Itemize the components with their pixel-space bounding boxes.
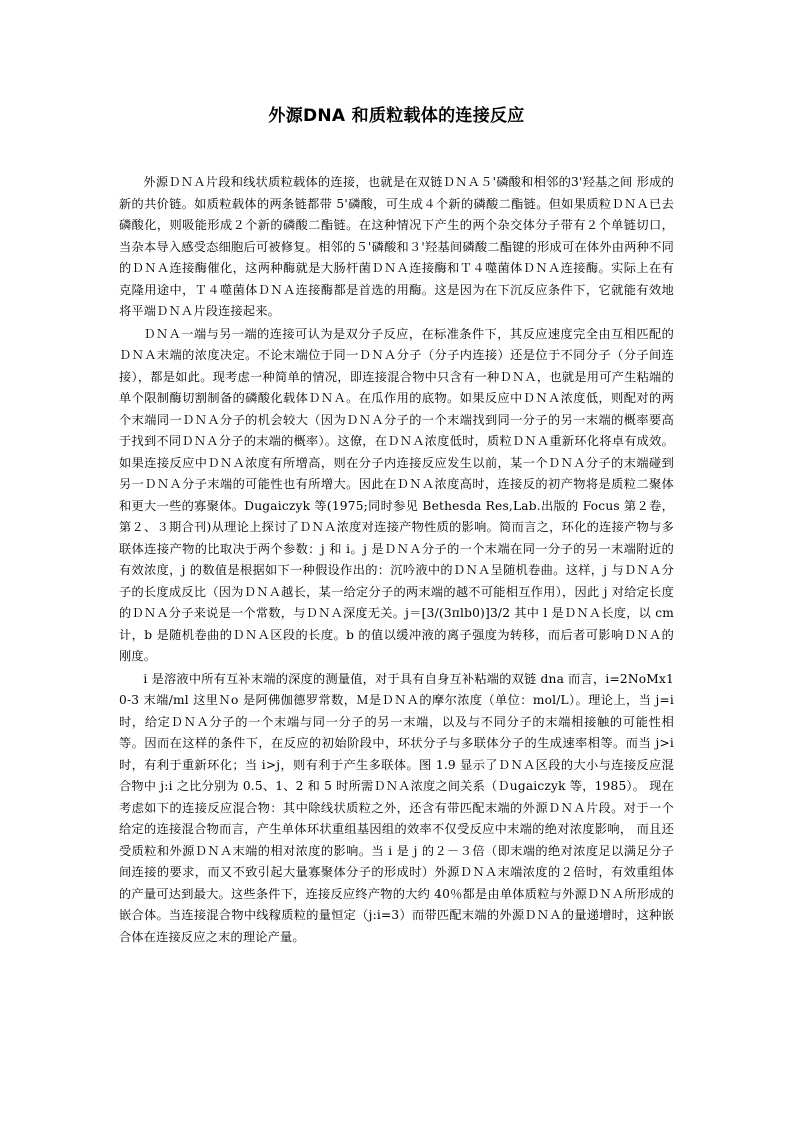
document-title: 外源DNA 和质粒载体的连接反应: [268, 106, 525, 126]
paragraph-concentration-effect: ＤＮＡ一端与另一端的连接可认为是双分子反应，在标准条件下，其反应速度完全由互相匹配的ＤＮＡ末端的浓度决定。不论末端位于同一ＤＮＡ分子（分子内连接）还是位于不同分子（分子间连接），都是如此。现考虑一种简单的情况，即连接混合物中只含有一种ＤＮＡ，也就是用可产生粘端的单个限制酶切割制备的磷酸化载体ＤＮＡ。在瓜作用的底物。如果反应中ＤＮＡ浓度低，则配对的两个末端同一ＤＮＡ分子的机会较大（因为ＤＮＡ分子的一个末端找到同一分子的另一末端的概率要高于找到不同ＤＮＡ分子的末端的概率）。这僚，在ＤＮＡ浓度低时，质粒ＤＮＡ重新环化将卓有成效。如果连接反应中ＤＮＡ浓度有所增高，则在分子内连接反应发生以前，某一个ＤＮＡ分子的末端碰到另一ＤＮＡ分子末端的可能性也有所增大。因此在ＤＮＡ浓度高时，连接反的初产物将是质粒二聚体和更大一些的寡聚体。Dugaiczyk 等(1975;同时参见 Bethesda Res,Lab.出版的 Focus 第２卷，第２、３期合刊)从理论上探讨了ＤＮＡ浓度对连接产物性质的影响。简而言之，环化的连接产物与多联体连接产物的比取决于两个参数：j 和 i。j 是ＤＮＡ分子的一个末端在同一分子的另一末端附近的有效浓度，j 的数值是根据如下一种假设作出的：沉吟液中的ＤＮＡ呈随机卷曲。这样，j 与ＤＮＡ分子的长度成反比（因为ＤＮＡ越长，某一给定分子的两末端的越不可能相互作用），因此 j 对给定长度的ＤＮＡ分子来说是一个常数，与ＤＮＡ深度无关。j＝[3/(3πlb0)]3/2 其中 l 是ＤＮＡ长度，以 cm 计，b 是随机卷曲的ＤＮＡ区段的长度。b 的值以缓冲液的离子强度为转移，而后者可影响ＤＮＡ的刚度。: [119, 326, 674, 663]
paragraph-ligation-intro: 外源ＤＮＡ片段和线状质粒载体的连接，也就是在双链ＤＮＡ５'磷酸和相邻的3'羟基之间 形成的新的共价链。如质粒载体的两条链都带 5'磷酸，可生成４个新的磷酸二酯链。但如果质粒ＤＮＡ已去磷酸化，则吸能形成２个新的磷酸二酯链。在这种情况下产生的两个杂交体分子带有２个单链切口，当杂本导入感受态细胞后可被修复。相邻的５'磷酸和３'羟基间磷酸二酯键的形成可在体外由两种不同的ＤＮＡ连接酶催化，这两种酶就是大肠杆菌ＤＮＡ连接酶和Ｔ４噬菌体ＤＮＡ连接酶。实际上在有克隆用途中，Ｔ４噬菌体ＤＮＡ连接酶都是首选的用酶。这是因为在下沉反应条件下，它就能有效地将平端ＤＮＡ片段连接起来。: [119, 175, 674, 318]
paragraph-end-concentration: i 是溶液中所有互补末端的深度的测量值，对于具有自身互补粘端的双链 dna 而言，i=2NoMx10-3 末端/ml 这里Ｎo 是阿佛伽德罗常数，Ｍ是ＤＮＡ的摩尔浓度（单位：mol/L）。理论上，当 j=i 时，给定ＤＮＡ分子的一个末端与同一分子的另一末端，以及与不同分子的末端相接触的可能性相等。因而在这样的条件下，在反应的初始阶段中，环状分子与多联体分子的生成速率相等。而当 j>i 时，有利于重新环化；当 i>j，则有利于产生多联体。图 1.9 显示了ＤＮＡ区段的大小与连接反应混合物中 j:i 之比分别为 0.5、1、2 和 5 时所需ＤＮＡ浓度之间关系（Ｄugaiczyk 等，1985）。 现在考虑如下的连接反应混合物：其中除线状质粒之外，还含有带匹配末端的外源ＤＮＡ片段。对于一个给定的连接混合物而言，产生单体环状重组基因组的效率不仅受反应中末端的绝对浓度影响， 而且还受质粒和外源ＤＮＡ末端的相对浓度的影响。当 i 是 j 的２－３倍（即末端的绝对浓度足以满足分子间连接的要求，而又不致引起大量寡聚体分子的形成时）外源ＤＮＡ末端浓度的２倍时，有效重组体的产量可达到最大。这些条件下，连接反应终产物的大约 40％都是由单体质粒与外源ＤＮＡ所形成的嵌合体。当连接混合物中线稼质粒的量恒定（j:i=3）而带匹配末端的外源ＤＮＡ的量递增时，这种嵌合体在连接反应之末的理论产量。: [119, 671, 674, 944]
document-body: [119, 172, 674, 948]
